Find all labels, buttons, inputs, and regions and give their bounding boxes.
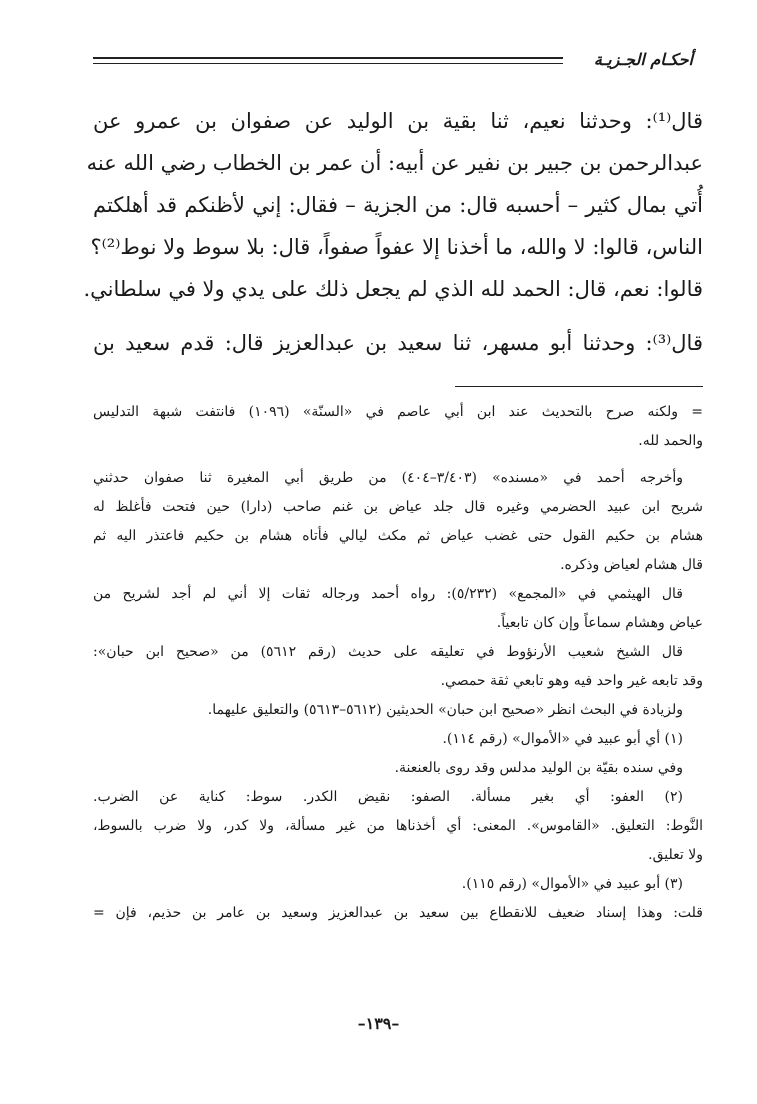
footnote-line: النَّوط: التعليق. «القاموس». المعنى: أي أخذناها من غير مسألة، ولا كدر، ولا ضرب بالسوط، — [93, 818, 703, 834]
main-text-line: أُتي بمال كثير – أحسبه قال: من الجزية – فقال: إني لأظنكم قد أهلكتم — [93, 193, 703, 217]
footnote-line: قال الهيثمي في «المجمع» (٥/٢٣٢): رواه أحمد ورجاله ثقات إلا أني لم أجد لشريح من — [93, 586, 683, 602]
running-header — [93, 48, 693, 76]
main-text — [83, 100, 703, 364]
footnote-line: قال هشام لعياض وذكره. — [560, 557, 703, 573]
footnote-line: وقد تابعه غير واحد فيه وهو تابعي ثقة حمصي. — [440, 673, 703, 689]
main-text-line: قال⁽³⁾: وحدثنا أبو مسهر، ثنا سعيد بن عبدالعزيز قال: قدم سعيد بن — [93, 331, 703, 355]
footnote-line: = ولكنه صرح بالتحديث عند ابن أبي عاصم في «السنّة» (١٠٩٦) فانتفت شبهة التدليس — [93, 404, 704, 420]
footnote-line: وأخرجه أحمد في «مسنده» (٣/٤٠٣–٤٠٤) من طريق أبي المغيرة ثنا صفوان حدثني — [93, 470, 683, 486]
footnote-line: قلت: وهذا إسناد ضعيف للانقطاع بين سعيد بن عبدالعزيز وسعيد بن عامر بن حذيم، فإن = — [93, 905, 704, 921]
footnote-line: (٢) العفو: أي بغير مسألة. الصفو: نقيض الكدر. سوط: كناية عن الضرب. — [93, 789, 683, 805]
main-text-line: قال⁽¹⁾: وحدثنا نعيم، ثنا بقية بن الوليد عن صفوان بن عمرو عن — [93, 109, 703, 133]
main-text-line: الناس، قالوا: لا والله، ما أخذنا إلا عفواً صفواً، قال: بلا سوط ولا نوط⁽²⁾؟ — [90, 235, 703, 259]
footnote-separator — [455, 386, 703, 387]
footnote-line: (٣) أبو عبيد في «الأموال» (رقم ١١٥). — [461, 876, 683, 892]
footnote-line: شريح ابن عبيد الحضرمي وغيره قال جلد عياض بن غنم صاحب (دارا) حين فتحت فأغلظ له — [93, 499, 703, 515]
footnote-line: عياض وهشام سماعاً وإن كان تابعياً. — [496, 615, 703, 631]
footnote-line: والحمد لله. — [638, 433, 703, 449]
footnote-line: (١) أي أبو عبيد في «الأموال» (رقم ١١٤). — [442, 731, 683, 747]
main-text-line: عبدالرحمن بن جبير بن نفير عن أبيه: أن عمر بن الخطاب رضي الله عنه — [86, 151, 703, 175]
footnote-line: ولزيادة في البحث انظر «صحيح ابن حبان» الحديثين (٥٦١٢–٥٦١٣) والتعليق عليهما. — [207, 702, 683, 718]
footnote-line: هشام بن حكيم القول حتى غضب عياض ثم مكث ليالي فأتاه هشام بن حكيم فاعتذر اليه ثم — [93, 528, 703, 544]
footnote-line: ولا تعليق. — [648, 847, 703, 863]
footnote-line: قال الشيخ شعيب الأرنؤوط في تعليقه على حديث (رقم ٥٦١٢) من «صحيح ابن حبان»: — [93, 644, 683, 660]
footnote-line: وفي سنده بقيّة بن الوليد مدلس وقد روى بالعنعنة. — [394, 760, 683, 776]
footnotes — [93, 398, 703, 928]
page-number: –١٣٩– — [357, 1014, 400, 1033]
running-title: أحكـام الجـزيـة — [593, 50, 693, 69]
header-rule — [93, 57, 563, 64]
main-text-line: قالوا: نعم، قال: الحمد لله الذي لم يجعل ذلك على يدي ولا في سلطاني. — [83, 277, 703, 301]
